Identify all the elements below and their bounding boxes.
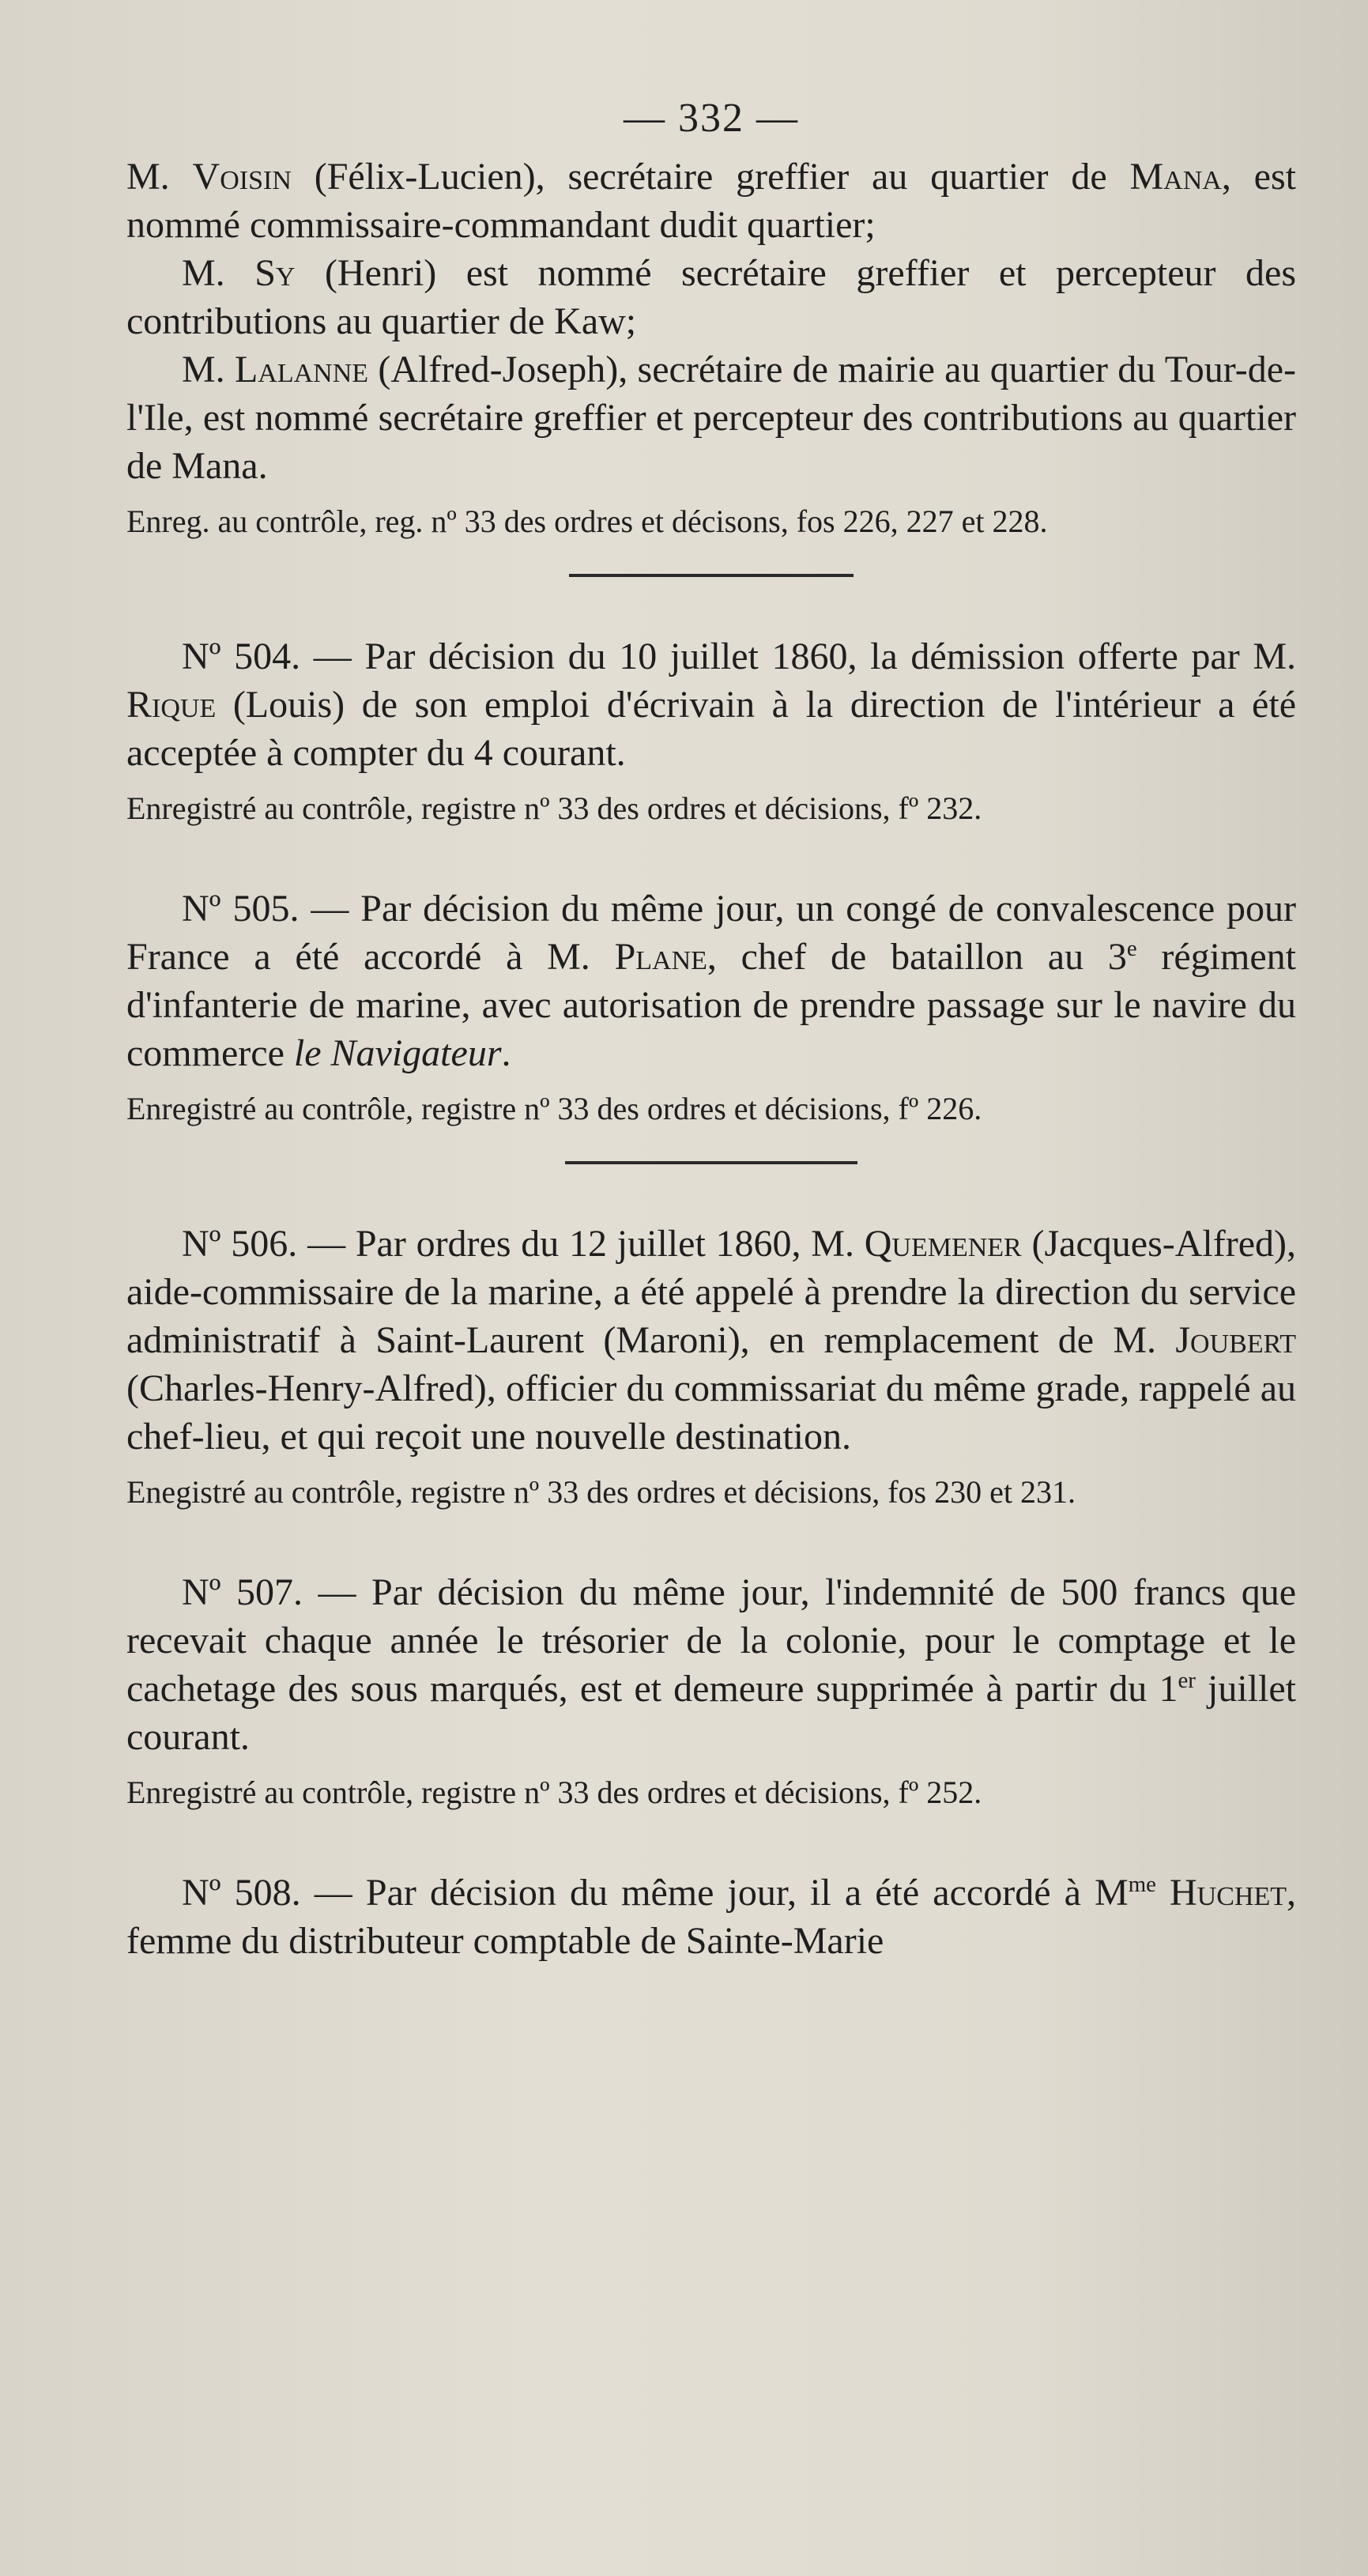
paragraph-lalanne: M. Lalanne (Alfred-Joseph), secrétaire de mairie au quartier du Tour-de-l'Ile, est nommé secrétaire greffier et percepteur des contributions au quartier de Mana.	[126, 349, 1297, 487]
entry-text: Nº 505. — Par décision du même jour, un congé de convalescence pour France a été accordé à M. Plane, chef de bataillon au 3e régiment d'infanterie de marine, avec autorisation de prendre passage sur le navire du commerce le Navigateur.	[126, 888, 1296, 1074]
registration-note: Enreg. au contrôle, reg. nº 33 des ordres et décisons, fos 226, 227 et 228.	[126, 504, 1048, 539]
name-quemener: Quemener	[864, 1223, 1022, 1265]
entry-504	[126, 632, 1296, 829]
section-divider	[565, 1161, 857, 1164]
ship-name: le Navigateur	[293, 1032, 502, 1074]
registration-note: Enregistré au contrôle, registre nº 33 des ordres et décisions, fº 252.	[126, 1775, 982, 1810]
section-divider	[569, 574, 854, 577]
entry-506	[126, 1220, 1296, 1513]
entry-text: Nº 508. — Par décision du même jour, il a été accordé à $M^{me}$ Huchet, femme du distributeur comptable de Sainte-Marie	[126, 1872, 1296, 1962]
registration-note: Enregistré au contrôle, registre nº 33 des ordres et décisions, fº 232.	[126, 790, 982, 826]
paragraph-sy: M. Sy (Henri) est nommé secrétaire greffier et percepteur des contributions au quartier de Kaw;	[126, 252, 1296, 342]
registration-note: Enregistré au contrôle, registre nº 33 des ordres et décisions, fº 226.	[126, 1091, 982, 1126]
name-voisin: Voisin	[192, 156, 292, 198]
page-number: — 332 —	[624, 96, 799, 141]
page-content	[126, 95, 1296, 1965]
entry-text: Nº 507. — Par décision du même jour, l'indemnité de 500 francs que recevait chaque année le trésorier de la colonie, pour le comptage et le cachetage des sous marqués, est et demeure supprimée à partir du 1er juillet courant.	[126, 1571, 1297, 1758]
entry-text: Nº 504. — Par décision du 10 juillet 1860, la démission offerte par M. Rique (Louis) de son emploi d'écrivain à la direction de l'intérieur a été acceptée à compter du 4 courant.	[126, 636, 1296, 774]
paragraph-voisin: M. Voisin (Félix-Lucien), secrétaire greffier au quartier de Mana, est nommé commissaire-commandant dudit quartier;	[126, 156, 1297, 246]
place-mana: Mana	[1129, 156, 1222, 198]
entry-508	[126, 1869, 1296, 1965]
name-rique: Rique	[126, 684, 217, 726]
name-huchet: Huchet	[1170, 1872, 1287, 1914]
name-plane: Plane	[614, 936, 707, 978]
entry-text: Nº 506. — Par ordres du 12 juillet 1860, M. Quemener (Jacques-Alfred), aide-commissaire de la marine, a été appelé à prendre la direction du service administratif à Saint-Laurent (Maroni), en remplacement de M. Joubert (Charles-Henry-Alfred), officier du commissariat du même grade, rappelé au chef-lieu, et qui reçoit une nouvelle destination.	[126, 1223, 1296, 1458]
name-joubert: Joubert	[1175, 1319, 1296, 1361]
entry-505	[126, 884, 1296, 1130]
registration-note: Enegistré au contrôle, registre nº 33 des ordres et décisions, fos 230 et 231.	[126, 1474, 1076, 1510]
entry-507	[126, 1568, 1296, 1813]
name-sy: Sy	[254, 252, 296, 294]
name-lalanne: Lalanne	[234, 349, 369, 390]
